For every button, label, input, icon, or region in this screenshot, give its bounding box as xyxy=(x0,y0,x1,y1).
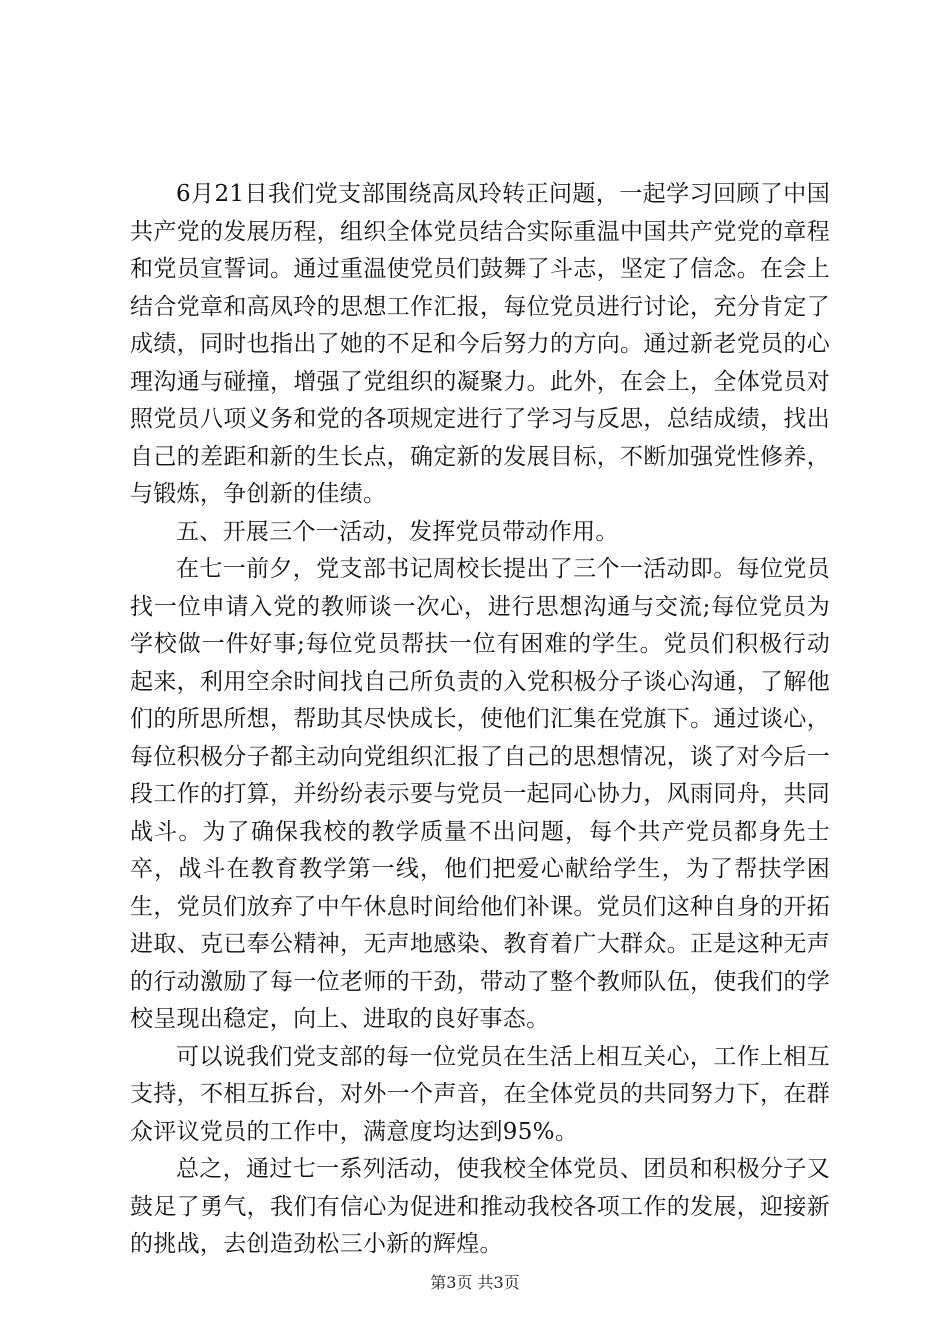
paragraph-mutual-support: 可以说我们党支部的每一位党员在生活上相互关心，工作上相互支持，不相互拆台，对外一个声音，在全体党员的共同努力下，在群众评议党员的工作中，满意度均达到95%。 xyxy=(130,1043,830,1145)
paragraph-conclusion: 总之，通过七一系列活动，使我校全体党员、团员和积极分子又鼓足了勇气，我们有信心为促进和推动我校各项工作的发展，迎接新的挑战，去创造劲松三小新的辉煌。 xyxy=(130,1156,830,1257)
page-number-footer: 第3页 共3页 xyxy=(430,1273,520,1292)
section-heading-five: 五、开展三个一活动，发挥党员带动作用。 xyxy=(176,518,619,545)
paragraph-three-activities: 在七一前夕，党支部书记周校长提出了三个一活动即。每位党员找一位申请入党的教师谈一次心，进行思想沟通与交流;每位党员为学校做一件好事;每位党员帮扶一位有困难的学生。党员们积极行动起来，利用空余时间找自己所负责的入党积极分子谈心沟通，了解他们的所思所想，帮助其尽快成长，使他们汇集在党旗下。通过谈心，每位积极分子都主动向党组织汇报了自己的思想情况，谈了对今后一段工作的打算，并纷纷表示要与党员一起同心协力，风雨同舟，共同战斗。为了确保我校的教学质量不出问题，每个共产党员都身先士卒，战斗在教育教学第一线，他们把爱心献给学生，为了帮扶学困生，党员们放弃了中午休息时间给他们补课。党员们这种自身的开拓进取、克已奉公精神，无声地感染、教育着广大群众。正是这种无声的行动激励了每一位老师的干劲，带动了整个教师队伍，使我们的学校呈现出稳定，向上、进取的良好事态。 xyxy=(130,556,830,1032)
paragraph-meeting: 6月21日我们党支部围绕高凤玲转正问题，一起学习回顾了中国共产党的发展历程，组织全体党员结合实际重温中国共产党党的章程和党员宣誓词。通过重温使党员们鼓舞了斗志，坚定了信念。在会上结合党章和高凤玲的思想工作汇报，每位党员进行讨论，充分肯定了成绩，同时也指出了她的不足和今后努力的方向。通过新老党员的心理沟通与碰撞，增强了党组织的凝聚力。此外，在会上，全体党员对照党员八项义务和党的各项规定进行了学习与反思，总结成绩，找出自己的差距和新的生长点，确定新的发展目标，不断加强党性修养，与锻炼，争创新的佳绩。 xyxy=(130,181,830,507)
document-body xyxy=(130,176,830,1264)
